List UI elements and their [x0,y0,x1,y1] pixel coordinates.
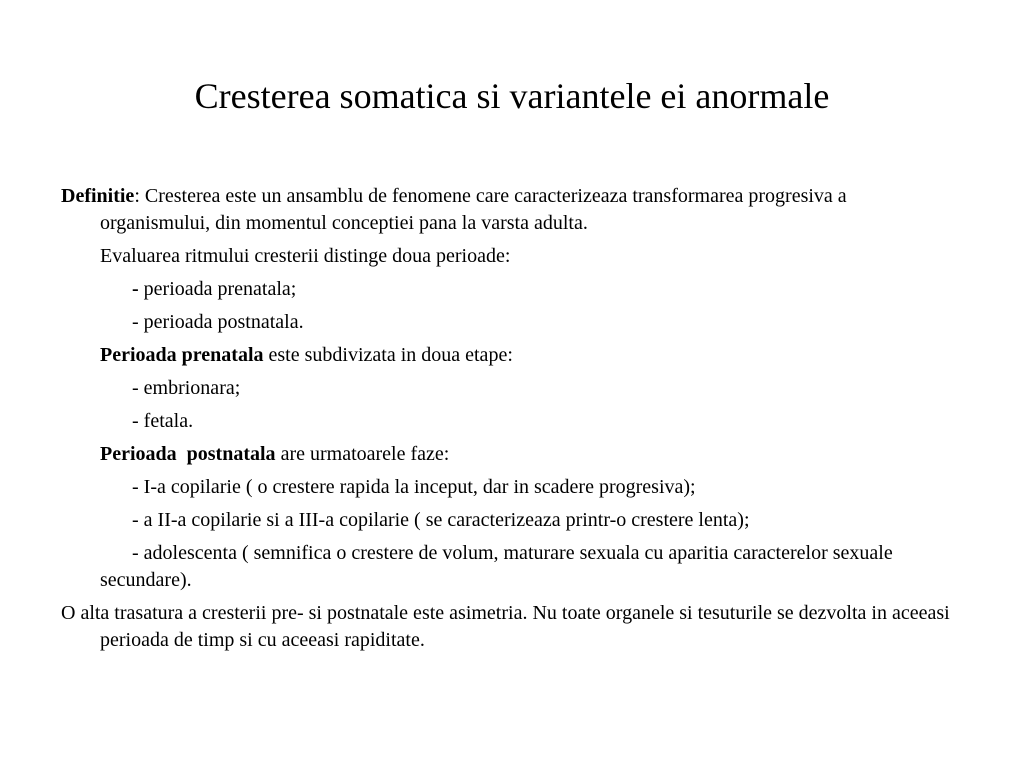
postnatal-heading-line [61,441,961,468]
phase-1-item: - I-a copilarie ( o crestere rapida la inceput, dar in scadere progresiva); [132,476,696,498]
slide-title: Cresterea somatica si variantele ei anormale [194,76,830,116]
phase-2-item: - a II-a copilarie si a III-a copilarie ( se caracterizeaza printr-o crestere lenta); [132,509,750,531]
stage-fetal-item: - fetala. [132,410,194,432]
period-prenatal-dash: - [132,278,139,300]
evaluation-line: Evaluarea ritmului cresterii distinge doua perioade: [100,245,511,267]
phase-3-item: - adolescenta ( semnifica o crestere de volum, maturare sexuala cu aparitia caracterelor sexuale secundare). [100,542,893,591]
prenatal-heading-line [61,342,961,369]
period-prenatal-text: perioada prenatala; [138,278,297,300]
slide-body [61,183,961,660]
period-postnatal-item: - perioada postnatala. [132,311,304,333]
prenatal-text: este subdivizata in doua etape: [263,344,513,366]
closing-paragraph: O alta trasatura a cresterii pre- si postnatale este asimetria. Nu toate organele si tesuturile se dezvolta in aceeasi perioada de timp si cu aceeasi rapiditate. [61,602,950,651]
definition-paragraph [61,183,961,237]
stage-embryo-item: - embrionara; [132,377,241,399]
prenatal-label: Perioada prenatala [100,344,264,366]
definition-label: Definitie [61,185,135,207]
postnatal-label: Perioada postnatala [100,443,276,465]
definition-text: : Cresterea este un ansamblu de fenomene care caracterizeaza transformarea progresiva a organismului, din momentul conceptiei pana la varsta adulta. [100,185,847,234]
postnatal-text: are urmatoarele faze: [275,443,450,465]
period-prenatal-item [61,276,961,303]
